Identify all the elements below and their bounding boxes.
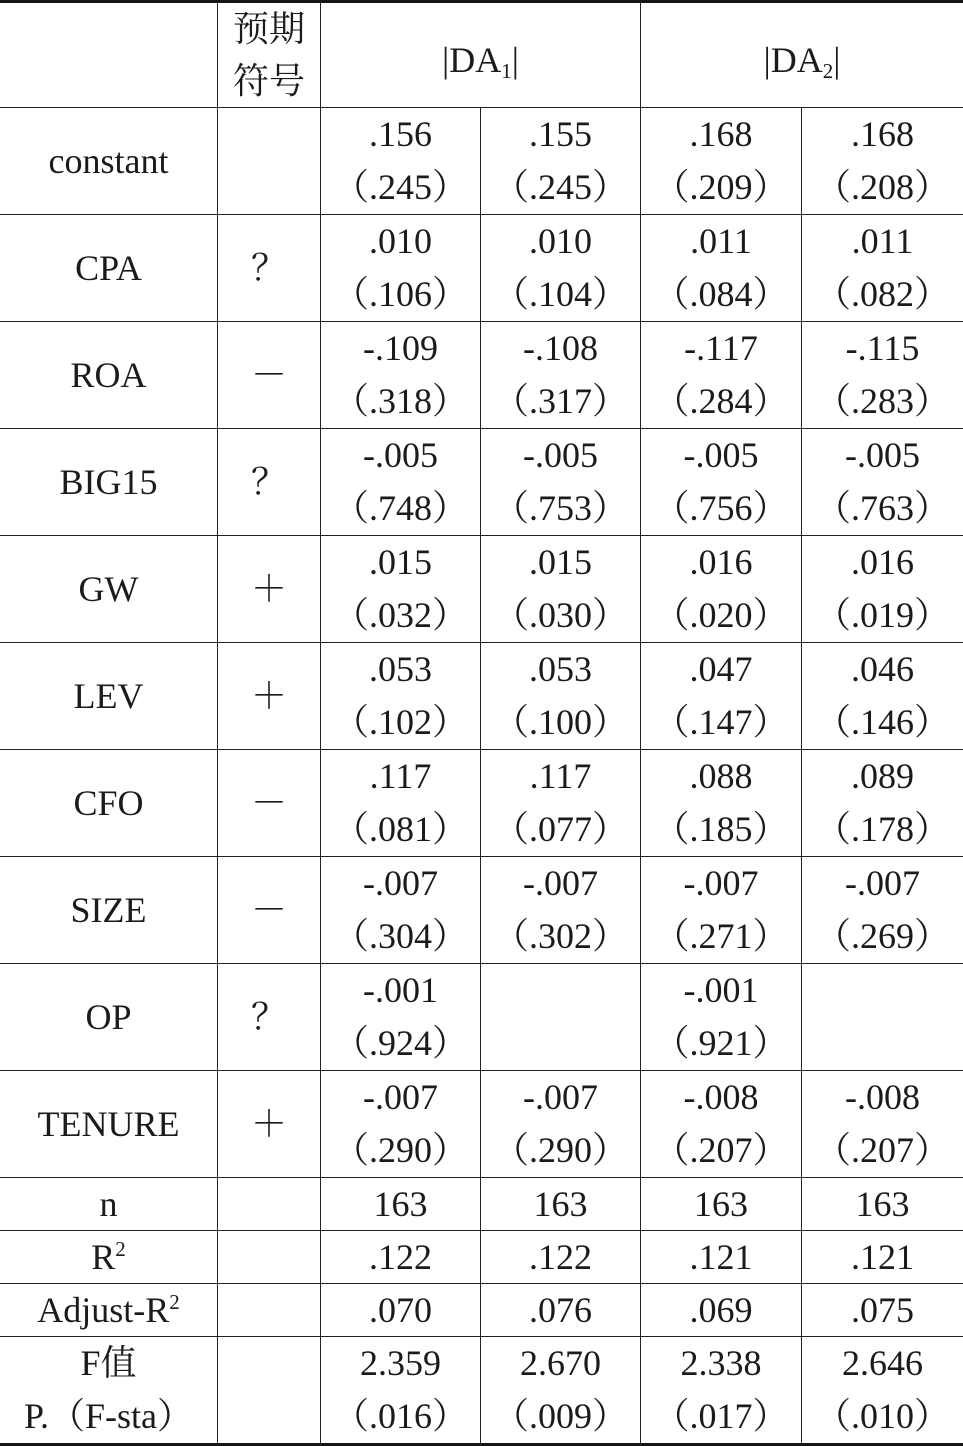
coefficient-cell: [321, 215, 481, 322]
expected-sign-cell: [218, 643, 321, 750]
p-value: （.271）: [653, 916, 789, 956]
coefficient-value: -.007: [523, 1077, 598, 1117]
coefficient-cell: [481, 536, 641, 643]
p-value: （.763）: [814, 488, 950, 528]
variable-name: TENURE: [37, 1103, 180, 1144]
coefficient-cell: [641, 108, 802, 215]
p-value: （.284）: [653, 381, 789, 421]
coefficient-value: .016: [689, 542, 753, 582]
coefficient-cell: [802, 750, 963, 857]
p-value: （.104）: [492, 274, 628, 314]
f-statistic-cell: [802, 1337, 963, 1443]
stat-name: [37, 1284, 180, 1336]
stat-name-superscript: 2: [115, 1237, 126, 1261]
f-statistic-cell: [321, 1337, 481, 1443]
stat-name-text: n: [99, 1184, 118, 1224]
p-value: （.753）: [492, 488, 628, 528]
variable-name: ROA: [70, 354, 147, 395]
header-group-da1: [321, 3, 641, 108]
coefficient-value: -.007: [683, 863, 759, 903]
expected-sign-cell: [218, 750, 321, 857]
stat-value-cell: [481, 1231, 641, 1284]
stat-value: 163: [855, 1184, 910, 1224]
coefficient-value: -.008: [845, 1077, 920, 1117]
variable-name: SIZE: [70, 889, 147, 930]
p-value: （.921）: [653, 1023, 789, 1063]
stat-value-cell: [321, 1178, 481, 1231]
p-value: （.209）: [653, 167, 789, 207]
coefficient-cell: [481, 108, 641, 215]
coefficient-cell: [802, 108, 963, 215]
coefficient-cell: [802, 322, 963, 429]
coefficient-cell: [481, 215, 641, 322]
expected-sign-cell: [218, 964, 321, 1071]
coefficient-value: .015: [529, 542, 592, 582]
p-value: （.304）: [332, 916, 468, 956]
expected-sign: ＋: [250, 568, 287, 609]
variable-label-op: [0, 964, 218, 1071]
p-value: （.084）: [653, 274, 789, 314]
expected-sign: －: [250, 354, 287, 395]
coefficient-value: .011: [851, 221, 914, 261]
expected-sign-cell: [218, 1178, 321, 1231]
expected-sign-cell: [218, 857, 321, 964]
coefficient-value: -.008: [683, 1077, 759, 1117]
coefficient-value: -.005: [363, 435, 438, 475]
expected-sign: ？: [250, 247, 287, 288]
coefficient-cell: [641, 643, 802, 750]
p-value: （.077）: [492, 809, 628, 849]
coefficient-value: -.005: [523, 435, 598, 475]
stat-value-cell: [641, 1231, 802, 1284]
p-value: （.032）: [332, 595, 468, 635]
coefficient-cell: [481, 1071, 641, 1178]
coefficient-value: .168: [689, 114, 753, 154]
stat-value-cell: [321, 1231, 481, 1284]
f-statistic-value: 2.670: [520, 1343, 601, 1383]
expected-sign: ＋: [250, 1103, 287, 1144]
coefficient-cell: [321, 322, 481, 429]
coefficient-cell: [481, 964, 641, 1071]
stat-name: [91, 1231, 126, 1283]
coefficient-cell: [641, 215, 802, 322]
coefficient-cell: [641, 322, 802, 429]
coefficient-cell: [641, 857, 802, 964]
expected-sign-cell: [218, 108, 321, 215]
coefficient-cell: [481, 857, 641, 964]
coefficient-value: .053: [369, 649, 432, 689]
coefficient-cell: [802, 1071, 963, 1178]
stat-name-text: R: [91, 1237, 116, 1277]
stat-value-cell: [481, 1284, 641, 1337]
p-value: （.178）: [814, 809, 950, 849]
stat-value: .121: [689, 1237, 753, 1277]
p-value: （.019）: [814, 595, 950, 635]
f-statistic-value: 2.359: [360, 1343, 441, 1383]
p-value: （.283）: [814, 381, 950, 421]
coefficient-cell: [641, 964, 802, 1071]
stat-value: .122: [529, 1237, 592, 1277]
coefficient-cell: [321, 108, 481, 215]
group-label-close: |: [511, 40, 519, 80]
expected-sign-cell: [218, 1071, 321, 1178]
stat-name-text: Adjust-R: [37, 1290, 170, 1330]
expected-sign-cell: [218, 429, 321, 536]
p-value: （.100）: [492, 702, 628, 742]
group-label-close: |: [833, 40, 841, 80]
coefficient-cell: [481, 322, 641, 429]
coefficient-value: .010: [529, 221, 592, 261]
group-label-subscript: 1: [501, 59, 512, 83]
coefficient-value: .088: [689, 756, 753, 796]
coefficient-cell: [321, 964, 481, 1071]
variable-name: CPA: [75, 247, 142, 288]
coefficient-value: -.005: [845, 435, 920, 475]
coefficient-cell: [481, 750, 641, 857]
stat-label-r2: [0, 1231, 218, 1284]
coefficient-cell: [802, 643, 963, 750]
expected-sign: －: [250, 782, 287, 823]
p-value: （.924）: [332, 1023, 468, 1063]
f-statistic-value: 2.646: [842, 1343, 923, 1383]
stat-name: F值: [80, 1343, 137, 1383]
variable-label-size: [0, 857, 218, 964]
coefficient-value: .053: [529, 649, 592, 689]
variable-label-big15: [0, 429, 218, 536]
coefficient-value: -.007: [523, 863, 598, 903]
coefficient-value: .010: [369, 221, 432, 261]
coefficient-value: -.007: [845, 863, 920, 903]
variable-name: LEV: [73, 675, 144, 716]
stat-value: 163: [373, 1184, 428, 1224]
f-statistic-cell: [481, 1337, 641, 1443]
variable-label-tenure: [0, 1071, 218, 1178]
coefficient-cell: [321, 429, 481, 536]
coefficient-value: -.007: [363, 863, 438, 903]
coefficient-cell: [321, 643, 481, 750]
stat-value-cell: [321, 1284, 481, 1337]
stat-value: .076: [529, 1290, 592, 1330]
stat-value: 163: [533, 1184, 588, 1224]
stat-name-superscript: 2: [169, 1290, 180, 1314]
variable-label-gw: [0, 536, 218, 643]
coefficient-cell: [802, 964, 963, 1071]
variable-name: BIG15: [59, 461, 158, 502]
variable-label-roa: [0, 322, 218, 429]
stat-label-f-value: [0, 1337, 218, 1443]
variable-name: constant: [48, 140, 169, 181]
coefficient-cell: [802, 536, 963, 643]
coefficient-value: .011: [690, 221, 752, 261]
coefficient-value: .089: [851, 756, 914, 796]
expected-sign-cell: [218, 215, 321, 322]
stat-value-cell: [802, 1178, 963, 1231]
coefficient-value: -.001: [683, 970, 759, 1010]
stat-value-cell: [802, 1231, 963, 1284]
stat-name: [100, 1178, 118, 1230]
coefficient-cell: [802, 215, 963, 322]
stat-value: 163: [694, 1184, 748, 1224]
coefficient-value: .117: [529, 756, 592, 796]
p-value: （.208）: [814, 167, 950, 207]
stat-value: .121: [851, 1237, 914, 1277]
stat-value: .075: [851, 1290, 914, 1330]
p-value: （.290）: [492, 1130, 628, 1170]
coefficient-cell: [481, 643, 641, 750]
p-value: （.318）: [332, 381, 468, 421]
stat-label-adjust-r2: [0, 1284, 218, 1337]
expected-sign: ？: [250, 461, 287, 502]
coefficient-cell: [641, 429, 802, 536]
p-value: （.185）: [653, 809, 789, 849]
coefficient-value: .015: [369, 542, 432, 582]
header-expected-sign: [218, 3, 321, 108]
variable-label-cpa: [0, 215, 218, 322]
coefficient-cell: [802, 429, 963, 536]
stat-label-n: [0, 1178, 218, 1231]
coefficient-cell: [802, 857, 963, 964]
p-value: （.245）: [492, 167, 628, 207]
coefficient-value: .046: [851, 649, 914, 689]
header-group-label: [764, 34, 841, 86]
coefficient-value: .047: [689, 649, 753, 689]
coefficient-value: .155: [529, 114, 592, 154]
p-value: （.290）: [332, 1130, 468, 1170]
variable-label-cfo: [0, 750, 218, 857]
coefficient-value: .156: [369, 114, 432, 154]
p-value: （.756）: [653, 488, 789, 528]
expected-sign-cell: [218, 1337, 321, 1443]
stat-value: .070: [369, 1290, 432, 1330]
coefficient-cell: [641, 536, 802, 643]
p-value: （.146）: [814, 702, 950, 742]
stat-value: .069: [689, 1290, 753, 1330]
stat-value-cell: [481, 1178, 641, 1231]
f-statistic-p-value: （.009）: [492, 1396, 628, 1436]
coefficient-value: .016: [851, 542, 914, 582]
expected-sign-cell: [218, 1284, 321, 1337]
coefficient-cell: [321, 857, 481, 964]
p-value: （.081）: [332, 809, 468, 849]
coefficient-cell: [481, 429, 641, 536]
stat-value-cell: [641, 1178, 802, 1231]
expected-sign: ＋: [250, 675, 287, 716]
stat-value-cell: [641, 1284, 802, 1337]
variable-label-constant: [0, 108, 218, 215]
p-value: （.106）: [332, 274, 468, 314]
p-value: （.269）: [814, 916, 950, 956]
stat-value-cell: [802, 1284, 963, 1337]
expected-sign-cell: [218, 322, 321, 429]
variable-name: GW: [78, 568, 139, 609]
coefficient-cell: [321, 536, 481, 643]
f-statistic-value: 2.338: [680, 1343, 762, 1383]
p-value: （.020）: [653, 595, 789, 635]
p-value: （.082）: [814, 274, 950, 314]
header-expected-sign-line: 预期: [232, 9, 305, 49]
group-label-main: |DA: [442, 40, 502, 80]
group-label-main: |DA: [763, 40, 823, 80]
coefficient-cell: [321, 750, 481, 857]
coefficient-value: -.005: [683, 435, 759, 475]
f-statistic-p-value: （.010）: [814, 1396, 950, 1436]
coefficient-value: .117: [369, 756, 432, 796]
variable-label-lev: [0, 643, 218, 750]
coefficient-cell: [641, 750, 802, 857]
variable-name: OP: [85, 996, 132, 1037]
coefficient-cell: [321, 1071, 481, 1178]
header-blank-cell: [0, 3, 218, 108]
p-value: （.147）: [653, 702, 789, 742]
expected-sign-cell: [218, 536, 321, 643]
coefficient-value: -.108: [523, 328, 598, 368]
f-statistic-cell: [641, 1337, 802, 1443]
expected-sign: ？: [250, 996, 287, 1037]
coefficient-value: .168: [851, 114, 914, 154]
stat-value: .122: [369, 1237, 432, 1277]
header-group-label: [442, 34, 519, 86]
p-value: （.317）: [492, 381, 628, 421]
p-value: （.748）: [332, 488, 468, 528]
p-value: （.102）: [332, 702, 468, 742]
p-value: （.207）: [814, 1130, 950, 1170]
group-label-subscript: 2: [822, 59, 834, 83]
variable-name: CFO: [73, 782, 144, 823]
p-value: （.207）: [653, 1130, 789, 1170]
expected-sign-cell: [218, 1231, 321, 1284]
expected-sign: －: [250, 889, 287, 930]
coefficient-value: -.001: [363, 970, 438, 1010]
coefficient-value: -.109: [363, 328, 438, 368]
header-group-da2: [641, 3, 963, 108]
stat-name: P.（F-sta）: [23, 1396, 194, 1436]
p-value: （.030）: [492, 595, 628, 635]
coefficient-value: -.117: [684, 328, 758, 368]
header-expected-sign-line: 符号: [232, 61, 305, 101]
f-statistic-p-value: （.016）: [332, 1396, 468, 1436]
coefficient-value: -.007: [363, 1077, 438, 1117]
p-value: （.245）: [332, 167, 468, 207]
p-value: （.302）: [492, 916, 628, 956]
coefficient-cell: [641, 1071, 802, 1178]
coefficient-value: -.115: [845, 328, 920, 368]
f-statistic-p-value: （.017）: [653, 1396, 789, 1436]
